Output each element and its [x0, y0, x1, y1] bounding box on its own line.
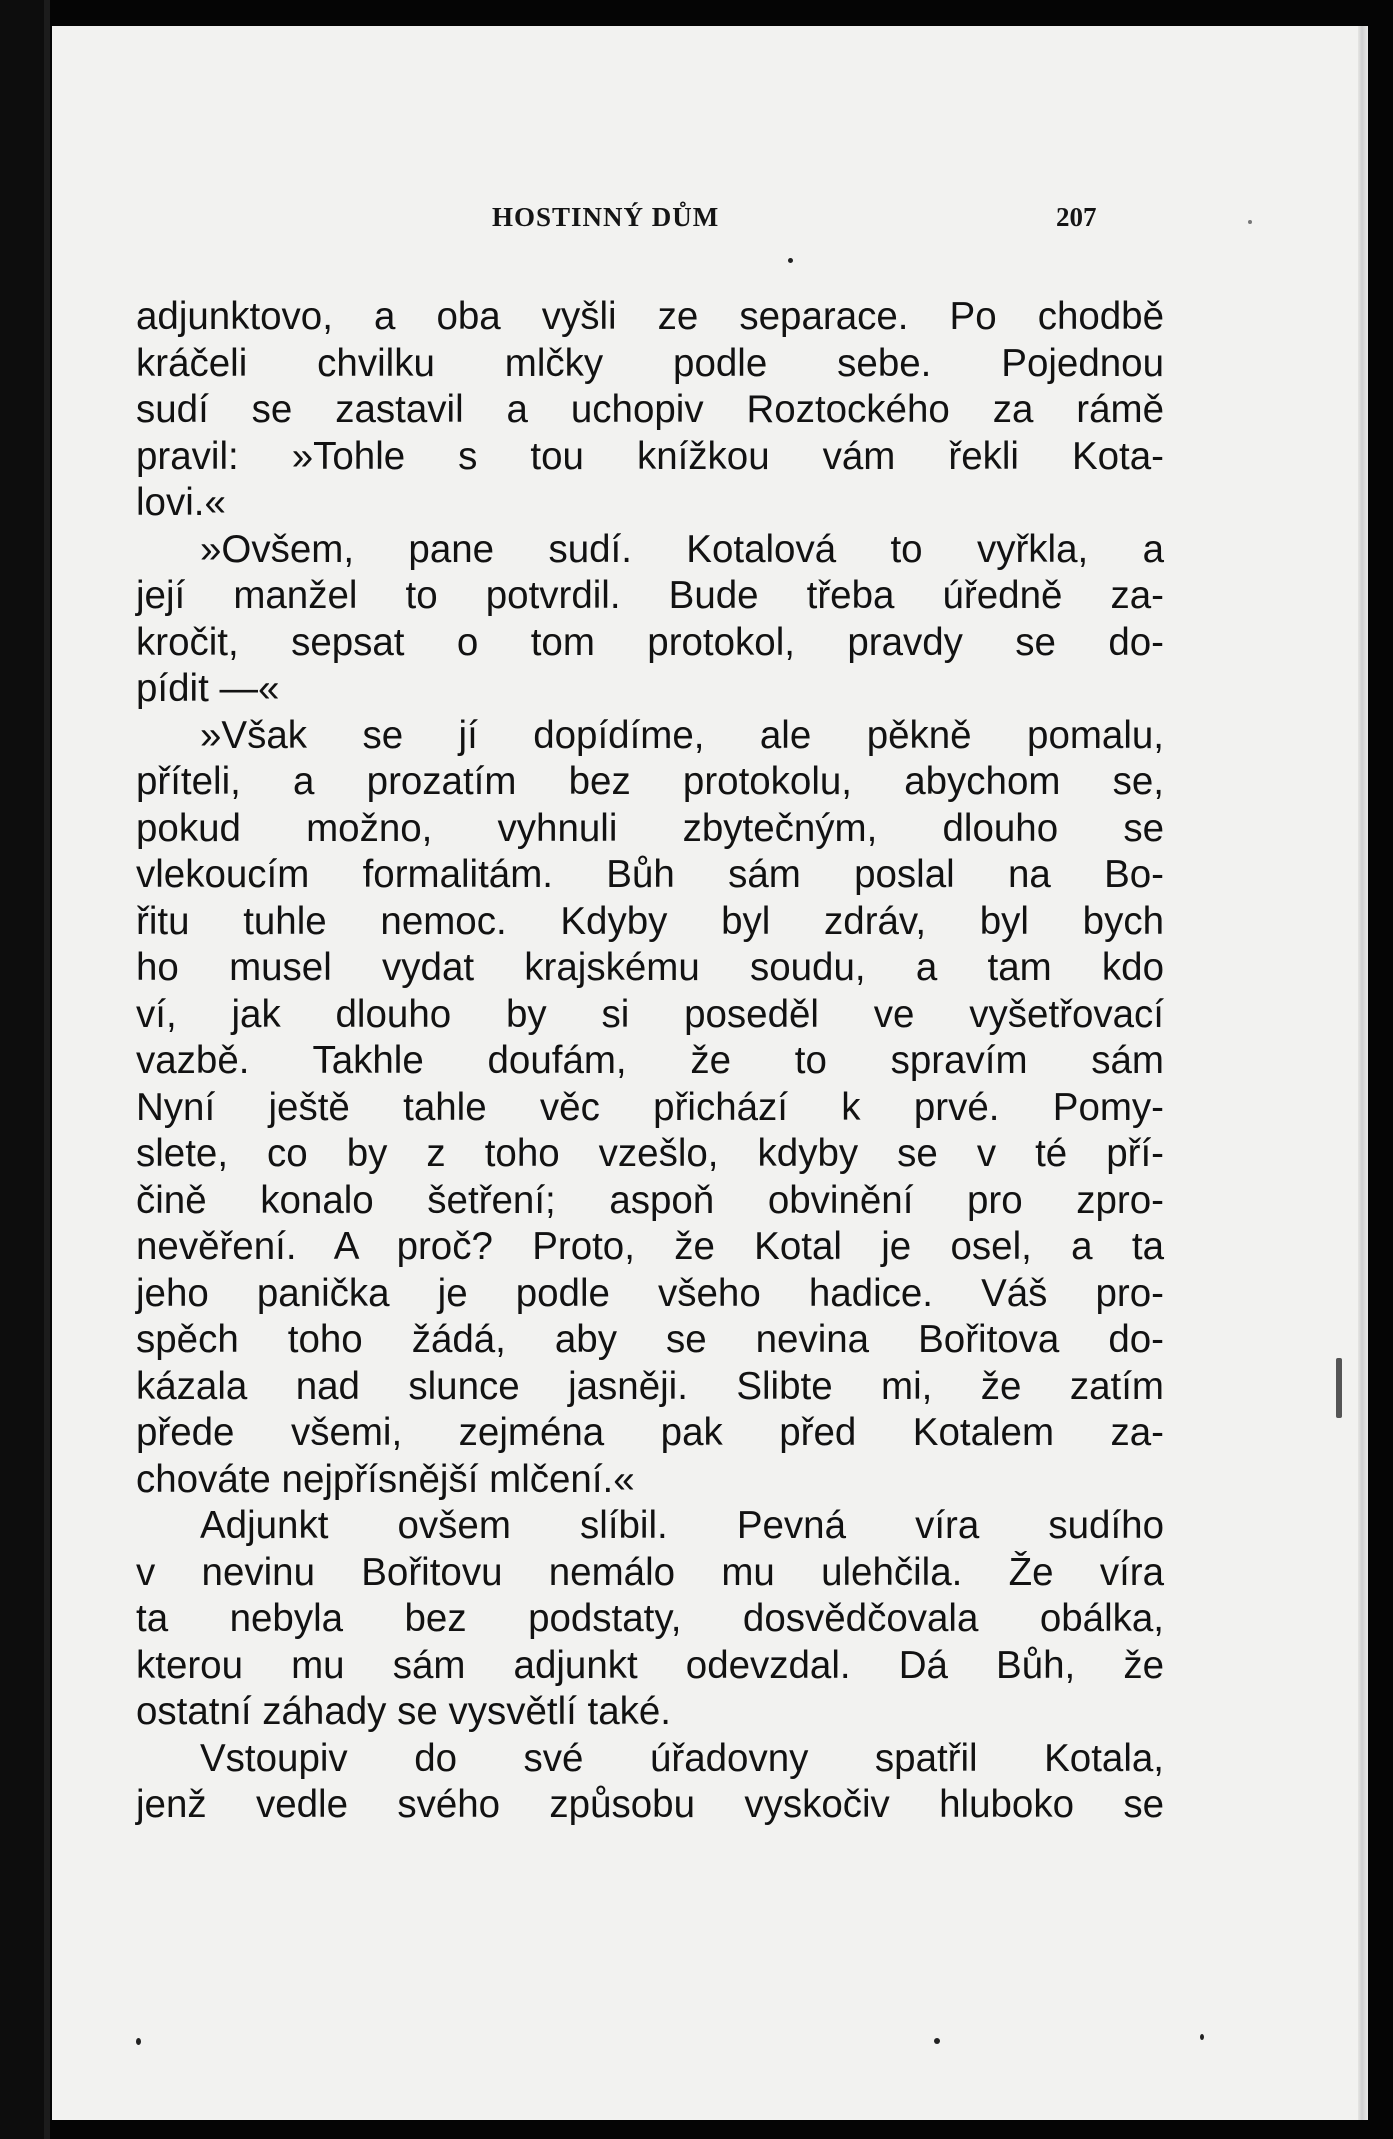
text-line: vlekoucím formalitám. Bůh sám poslal na Bo- [136, 853, 1164, 896]
body-text [136, 294, 1164, 1829]
page-header [52, 202, 1368, 242]
book-page [52, 26, 1368, 2120]
ink-speck [1200, 2034, 1204, 2040]
text-line: lovi.« [136, 481, 226, 524]
text-line: chováte nejpřísnější mlčení.« [136, 1457, 635, 1501]
text-line: vazbě. Takhle doufám, že to spravím sám [136, 1039, 1164, 1082]
ink-speck [788, 258, 793, 263]
ink-speck [1336, 1358, 1342, 1418]
text-line: řitu tuhle nemoc. Kdyby byl zdráv, byl bych [136, 899, 1164, 943]
ink-speck [136, 2038, 141, 2045]
text-line: jenž vedle svého způsobu vyskočiv hluboko se [136, 1783, 1164, 1826]
text-line: ho musel vydat krajskému soudu, a tam kdo [136, 946, 1164, 989]
text-line: přede všemi, zejména pak před Kotalem za- [136, 1411, 1164, 1454]
page-edge-shadow [1358, 26, 1368, 2120]
text-line: v nevinu Bořitovu nemálo mu ulehčila. Že víra [136, 1550, 1164, 1594]
text-line: »Však se jí dopídíme, ale pěkně pomalu, [200, 713, 1164, 757]
ink-speck [934, 2038, 940, 2044]
text-line: nevěření. A proč? Proto, že Kotal je osel, a ta [136, 1225, 1164, 1268]
text-line: kráčeli chvilku mlčky podle sebe. Pojednou [136, 341, 1164, 385]
ink-speck [1248, 220, 1252, 224]
left-dark-margin [0, 0, 50, 2139]
text-line: čině konalo šetření; aspoň obvinění pro zpro- [136, 1178, 1164, 1222]
text-line: ví, jak dlouho by si poseděl ve vyšetřovací [136, 992, 1164, 1036]
text-line: sudí se zastavil a uchopiv Roztockého za rámě [136, 388, 1164, 431]
text-line: »Ovšem, pane sudí. Kotalová to vyřkla, a [200, 527, 1164, 571]
text-line: kročit, sepsat o tom protokol, pravdy se do- [136, 620, 1164, 664]
text-line: kterou mu sám adjunkt odevzdal. Dá Bůh, že [136, 1643, 1164, 1687]
text-line: její manžel to potvrdil. Bude třeba úředně za- [136, 574, 1164, 617]
text-line: spěch toho žádá, aby se nevina Bořitova do- [136, 1318, 1164, 1361]
text-line: Vstoupiv do své úřadovny spatřil Kotala, [200, 1736, 1164, 1780]
running-title: HOSTINNÝ DŮM [492, 202, 720, 232]
text-line: slete, co by z toho vzešlo, kdyby se v té pří- [136, 1132, 1164, 1175]
text-line: pravil: »Tohle s tou knížkou vám řekli Kota- [136, 434, 1164, 478]
text-line: kázala nad slunce jasněji. Slibte mi, že zatím [136, 1364, 1164, 1408]
text-line: Adjunkt ovšem slíbil. Pevná víra sudího [200, 1504, 1164, 1547]
text-line: příteli, a prozatím bez protokolu, abychom se, [136, 760, 1164, 803]
text-line: ta nebyla bez podstaty, dosvědčovala obálka, [136, 1597, 1164, 1640]
text-line: ostatní záhady se vysvětlí také. [136, 1690, 671, 1733]
text-line: adjunktovo, a oba vyšli ze separace. Po chodbě [136, 295, 1164, 338]
text-line: pídit —« [136, 667, 280, 710]
text-line: jeho panička je podle všeho hadice. Váš pro- [136, 1271, 1164, 1315]
text-line: pokud možno, vyhnuli zbytečným, dlouho se [136, 806, 1164, 850]
text-line: Nyní ještě tahle věc přichází k prvé. Pomy- [136, 1085, 1164, 1129]
page-number: 207 [1056, 202, 1097, 232]
